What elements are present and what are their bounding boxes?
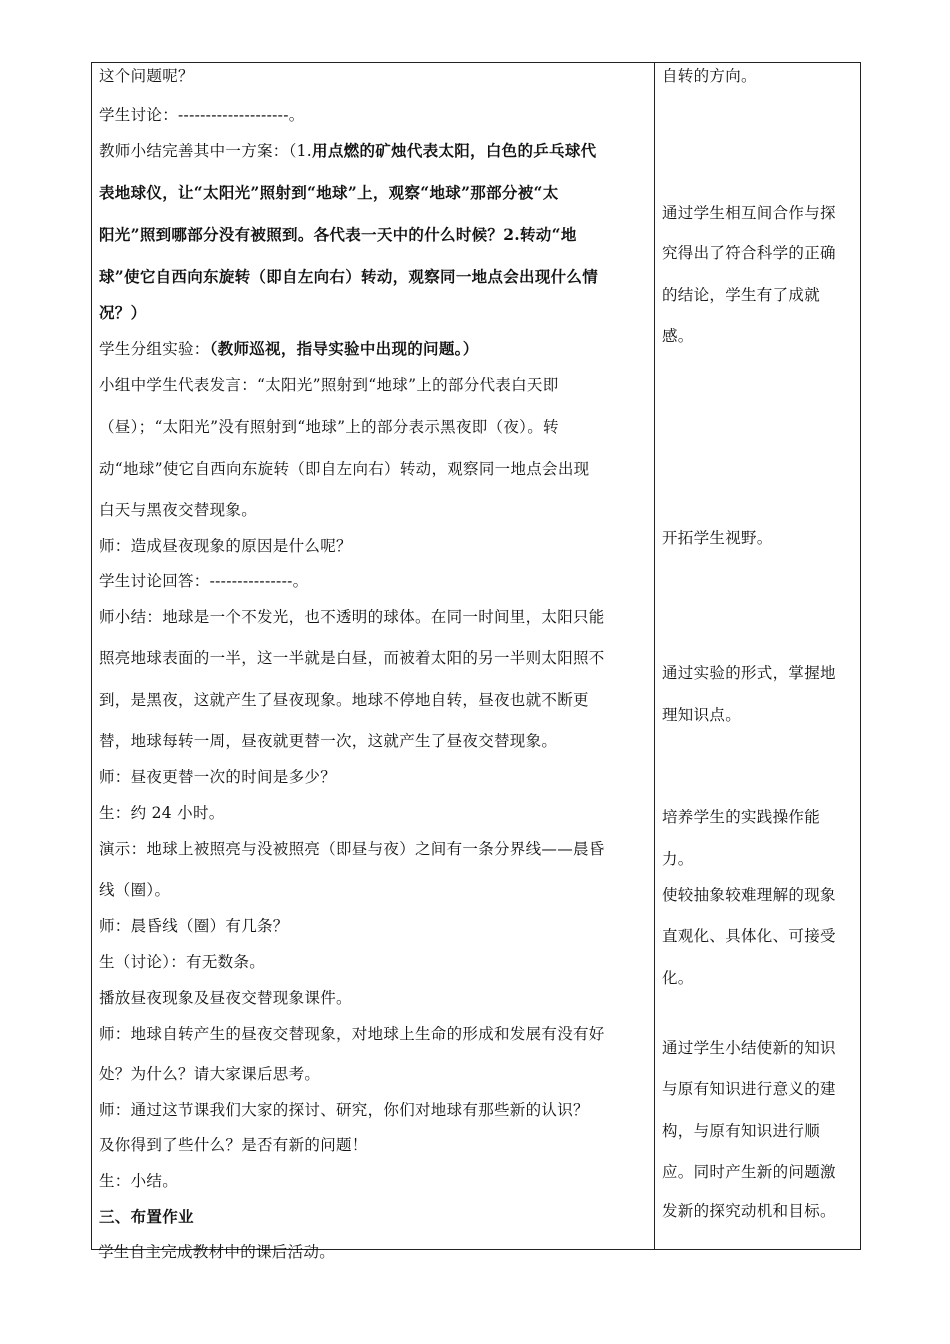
main-line: 生（讨论）：有无数条。 [99,953,266,971]
main-line-last: 学生自主完成教材中的课后活动。 [98,1243,336,1261]
section-heading: 三、布置作业 [99,1207,194,1226]
side-line: 通过学生小结使新的知识 [662,1039,836,1057]
main-line: 小组中学生代表发言：“太阳光”照射到“地球”上的部分代表白天即 [99,376,559,394]
main-line: 及你得到了些什么？是否有新的问题！ [99,1136,368,1154]
side-line: 通过学生相互间合作与探 [662,204,836,222]
main-line: 学生讨论回答：---------------。 [99,572,309,590]
side-line: 发新的探究动机和目标。 [662,1202,836,1220]
main-line: 教师小结完善其中一方案：（1.用点燃的矿烛代表太阳，白色的乒乓球代 [99,141,597,160]
side-line: 化。 [662,969,694,987]
side-line: 力。 [662,850,694,868]
main-line: 阳光”照到哪部分没有被照到。各代表一天中的什么时候？2.转动“地 [99,225,577,244]
main-line: 师：通过这节课我们大家的探讨、研究，你们对地球有那些新的认识？ [99,1101,589,1119]
main-line: 播放昼夜现象及昼夜交替现象课件。 [99,989,352,1007]
main-line: 替，地球每转一周，昼夜就更替一次，这就产生了昼夜交替现象。 [99,732,558,750]
main-line: 处？为什么？请大家课后思考。 [99,1065,321,1083]
main-line: 师小结：地球是一个不发光，也不透明的球体。在同一时间里，太阳只能 [99,608,605,626]
side-line: 与原有知识进行意义的建 [662,1080,836,1098]
main-line: 师：地球自转产生的昼夜交替现象，对地球上生命的形成和发展有没有好 [99,1025,605,1043]
main-line: 学生讨论：--------------------。 [99,106,305,124]
main-line: 师：造成昼夜现象的原因是什么呢？ [99,537,352,555]
main-line: 这个问题呢？ [99,67,194,85]
side-line: 构，与原有知识进行顺 [662,1122,821,1140]
main-line: 动“地球”使它自西向东旋转（即自左向右）转动，观察同一地点会出现 [99,460,590,478]
side-line: 开拓学生视野。 [662,529,773,547]
side-line: 理知识点。 [662,706,742,724]
main-line: 学生分组实验：（教师巡视，指导实验中出现的问题。） [99,339,479,358]
side-line: 自转的方向。 [662,67,757,85]
side-line: 使较抽象较难理解的现象 [662,886,836,904]
side-line: 直观化、具体化、可接受 [662,927,836,945]
main-line: 白天与黑夜交替现象。 [99,501,258,519]
main-line: 演示：地球上被照亮与没被照亮（即昼与夜）之间有一条分界线——晨昏 [99,840,605,858]
main-line: 球”使它自西向东旋转（即自左向右）转动，观察同一地点会出现什么情 [99,267,599,286]
main-line: （昼）；“太阳光”没有照射到“地球”上的部分表示黑夜即（夜）。转 [99,418,559,436]
main-line: 到，是黑夜，这就产生了昼夜现象。地球不停地自转，昼夜也就不断更 [99,691,589,709]
column-divider [654,63,655,1249]
main-line: 师：晨昏线（圈）有几条？ [99,917,289,935]
side-line: 感。 [662,327,694,345]
side-line: 培养学生的实践操作能 [662,808,821,826]
main-line: 生：小结。 [99,1172,179,1190]
side-line: 究得出了符合科学的正确 [662,244,836,262]
main-line: 照亮地球表面的一半，这一半就是白昼，而被着太阳的另一半则太阳照不 [99,649,605,667]
main-line: 师：昼夜更替一次的时间是多少？ [99,768,337,786]
lesson-table [91,62,861,1250]
main-line: 线（圈）。 [99,881,171,899]
main-line: 表地球仪，让“太阳光”照射到“地球”上，观察“地球”那部分被“太 [99,183,559,202]
main-line: 生：约 24 小时。 [99,804,225,822]
main-line: 况？） [99,303,147,322]
side-line: 的结论，学生有了成就 [662,286,821,304]
side-line: 通过实验的形式，掌握地 [662,664,836,682]
side-line: 应。同时产生新的问题激 [662,1163,836,1181]
